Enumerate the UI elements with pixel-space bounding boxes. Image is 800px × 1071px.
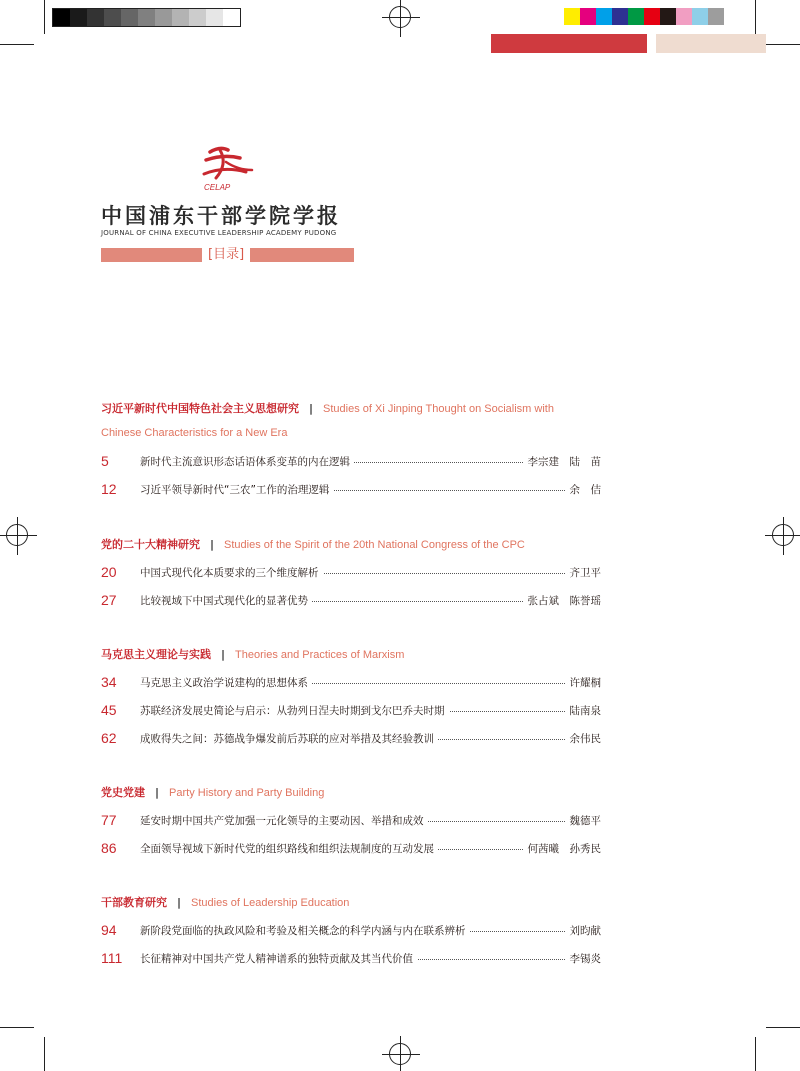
article-title: 延安时期中国共产党加强一元化领导的主要动因、举措和成效 <box>140 813 428 828</box>
article-author: 余伟民 <box>566 731 602 746</box>
section-title-cn: 干部教育研究 <box>101 896 167 909</box>
section-heading-leadership-education: 干部教育研究 | Studies of Leadership Education <box>101 896 350 909</box>
page-number: 34 <box>101 674 117 690</box>
page-number: 62 <box>101 730 117 746</box>
section-title-en: Studies of Leadership Education <box>191 897 350 909</box>
journal-title-cn: 中国浦东干部学院学报 <box>101 204 341 228</box>
article-author: 许耀桐 <box>566 675 602 690</box>
color-swatch <box>580 8 596 25</box>
header-red-band <box>491 34 647 53</box>
page-number: 27 <box>101 592 117 608</box>
toc-entry[interactable] <box>101 922 601 938</box>
section-heading-xi-thought: 习近平新时代中国特色社会主义思想研究 | Studies of Xi Jinping Thought on Socialism with <box>101 402 554 415</box>
section-title-cn: 马克思主义理论与实践 <box>101 648 211 661</box>
section-title-cn: 党的二十大精神研究 <box>101 538 200 551</box>
gray-swatch <box>104 9 121 26</box>
toc-entry[interactable] <box>101 950 601 966</box>
crop-mark-top-left-h <box>0 44 34 45</box>
color-calibration-bar <box>564 8 724 25</box>
color-swatch <box>708 8 724 25</box>
gray-swatch <box>155 9 172 26</box>
toc-entry[interactable] <box>101 481 601 497</box>
page-number: 12 <box>101 481 117 497</box>
grayscale-calibration-bar <box>52 8 241 27</box>
page-number: 77 <box>101 812 117 828</box>
crop-mark-bottom-right-v <box>755 1037 756 1071</box>
registration-mark-left <box>6 524 28 546</box>
toc-entry[interactable] <box>101 702 601 718</box>
section-heading-marxism: 马克思主义理论与实践 | Theories and Practices of Marxism <box>101 648 405 661</box>
toc-entry[interactable] <box>101 812 601 828</box>
article-author: 刘昀献 <box>566 923 602 938</box>
article-author: 李宗建 陆 苗 <box>524 454 602 469</box>
section-title-cn: 习近平新时代中国特色社会主义思想研究 <box>101 402 299 415</box>
color-swatch <box>692 8 708 25</box>
toc-entry[interactable] <box>101 674 601 690</box>
article-title: 马克思主义政治学说建构的思想体系 <box>140 675 312 690</box>
registration-mark-top <box>389 6 411 28</box>
gray-swatch <box>223 9 240 26</box>
toc-entry[interactable] <box>101 730 601 746</box>
toc-entry[interactable] <box>101 564 601 580</box>
crop-mark-bottom-left-h <box>0 1027 34 1028</box>
color-swatch <box>660 8 676 25</box>
page-number: 86 <box>101 840 117 856</box>
section-title-en: Studies of Xi Jinping Thought on Socialism with <box>323 403 554 415</box>
crop-mark-top-left-v <box>44 0 45 34</box>
toc-entry[interactable] <box>101 840 601 856</box>
crop-mark-top-right-h <box>766 44 800 45</box>
article-title: 比较视域下中国式现代化的显著优势 <box>140 593 312 608</box>
journal-title-en: JOURNAL OF CHINA EXECUTIVE LEADERSHIP ACADEMY PUDONG <box>101 229 337 237</box>
toc-entry[interactable] <box>101 592 601 608</box>
section-title-en: Studies of the Spirit of the 20th National Congress of the CPC <box>224 539 525 551</box>
page-number: 45 <box>101 702 117 718</box>
article-title: 成败得失之间：苏德战争爆发前后苏联的应对举措及其经验教训 <box>140 731 438 746</box>
registration-mark-right <box>772 524 794 546</box>
toc-entry[interactable] <box>101 453 601 469</box>
color-swatch <box>676 8 692 25</box>
crop-mark-top-right-v <box>755 0 756 34</box>
article-title: 新阶段党面临的执政风险和考验及相关概念的科学内涵与内在联系辨析 <box>140 923 470 938</box>
article-author: 张占斌 陈誉瑶 <box>524 593 602 608</box>
page-number: 111 <box>101 950 123 966</box>
crop-mark-bottom-left-v <box>44 1037 45 1071</box>
gray-swatch <box>206 9 223 26</box>
section-title-en: Theories and Practices of Marxism <box>235 649 405 661</box>
article-author: 李锡炎 <box>566 951 602 966</box>
page-number: 20 <box>101 564 117 580</box>
color-swatch <box>596 8 612 25</box>
article-title: 长征精神对中国共产党人精神谱系的独特贡献及其当代价值 <box>140 951 417 966</box>
gray-swatch <box>172 9 189 26</box>
color-swatch <box>628 8 644 25</box>
article-author: 齐卫平 <box>566 565 602 580</box>
section-heading-20th-congress: 党的二十大精神研究 | Studies of the Spirit of the 20th National Congress of the CPC <box>101 538 525 551</box>
contents-label: [ 目录 ] <box>202 245 250 265</box>
gray-swatch <box>53 9 70 26</box>
article-author: 余 佶 <box>566 482 602 497</box>
article-title: 中国式现代化本质要求的三个维度解析 <box>140 565 323 580</box>
page-number: 5 <box>101 453 109 469</box>
celap-logo-icon <box>198 144 258 192</box>
gray-swatch <box>121 9 138 26</box>
page-number: 94 <box>101 922 117 938</box>
color-swatch <box>644 8 660 25</box>
article-title: 习近平领导新时代“三农”工作的治理逻辑 <box>140 482 333 497</box>
section-title-cn: 党史党建 <box>101 786 145 799</box>
article-title: 全面领导视域下新时代党的组织路线和组织法规制度的互动发展 <box>140 841 438 856</box>
header-beige-band <box>656 34 766 53</box>
article-author: 何茜曦 孙秀民 <box>524 841 602 856</box>
article-author: 陆南泉 <box>566 703 602 718</box>
section-heading-party-history: 党史党建 | Party History and Party Building <box>101 786 325 799</box>
article-title: 新时代主流意识形态话语体系变革的内在逻辑 <box>140 454 354 469</box>
gray-swatch <box>87 9 104 26</box>
section-title-en-line2: Chinese Characteristics for a New Era <box>101 427 288 439</box>
registration-mark-bottom <box>389 1043 411 1065</box>
article-title: 苏联经济发展史简论与启示：从勃列日涅夫时期到戈尔巴乔夫时期 <box>140 703 449 718</box>
gray-swatch <box>138 9 155 26</box>
gray-swatch <box>70 9 87 26</box>
section-title-en: Party History and Party Building <box>169 787 325 799</box>
gray-swatch <box>189 9 206 26</box>
svg-text:CELAP: CELAP <box>204 183 231 192</box>
article-author: 魏德平 <box>566 813 602 828</box>
color-swatch <box>564 8 580 25</box>
crop-mark-bottom-right-h <box>766 1027 800 1028</box>
color-swatch <box>612 8 628 25</box>
